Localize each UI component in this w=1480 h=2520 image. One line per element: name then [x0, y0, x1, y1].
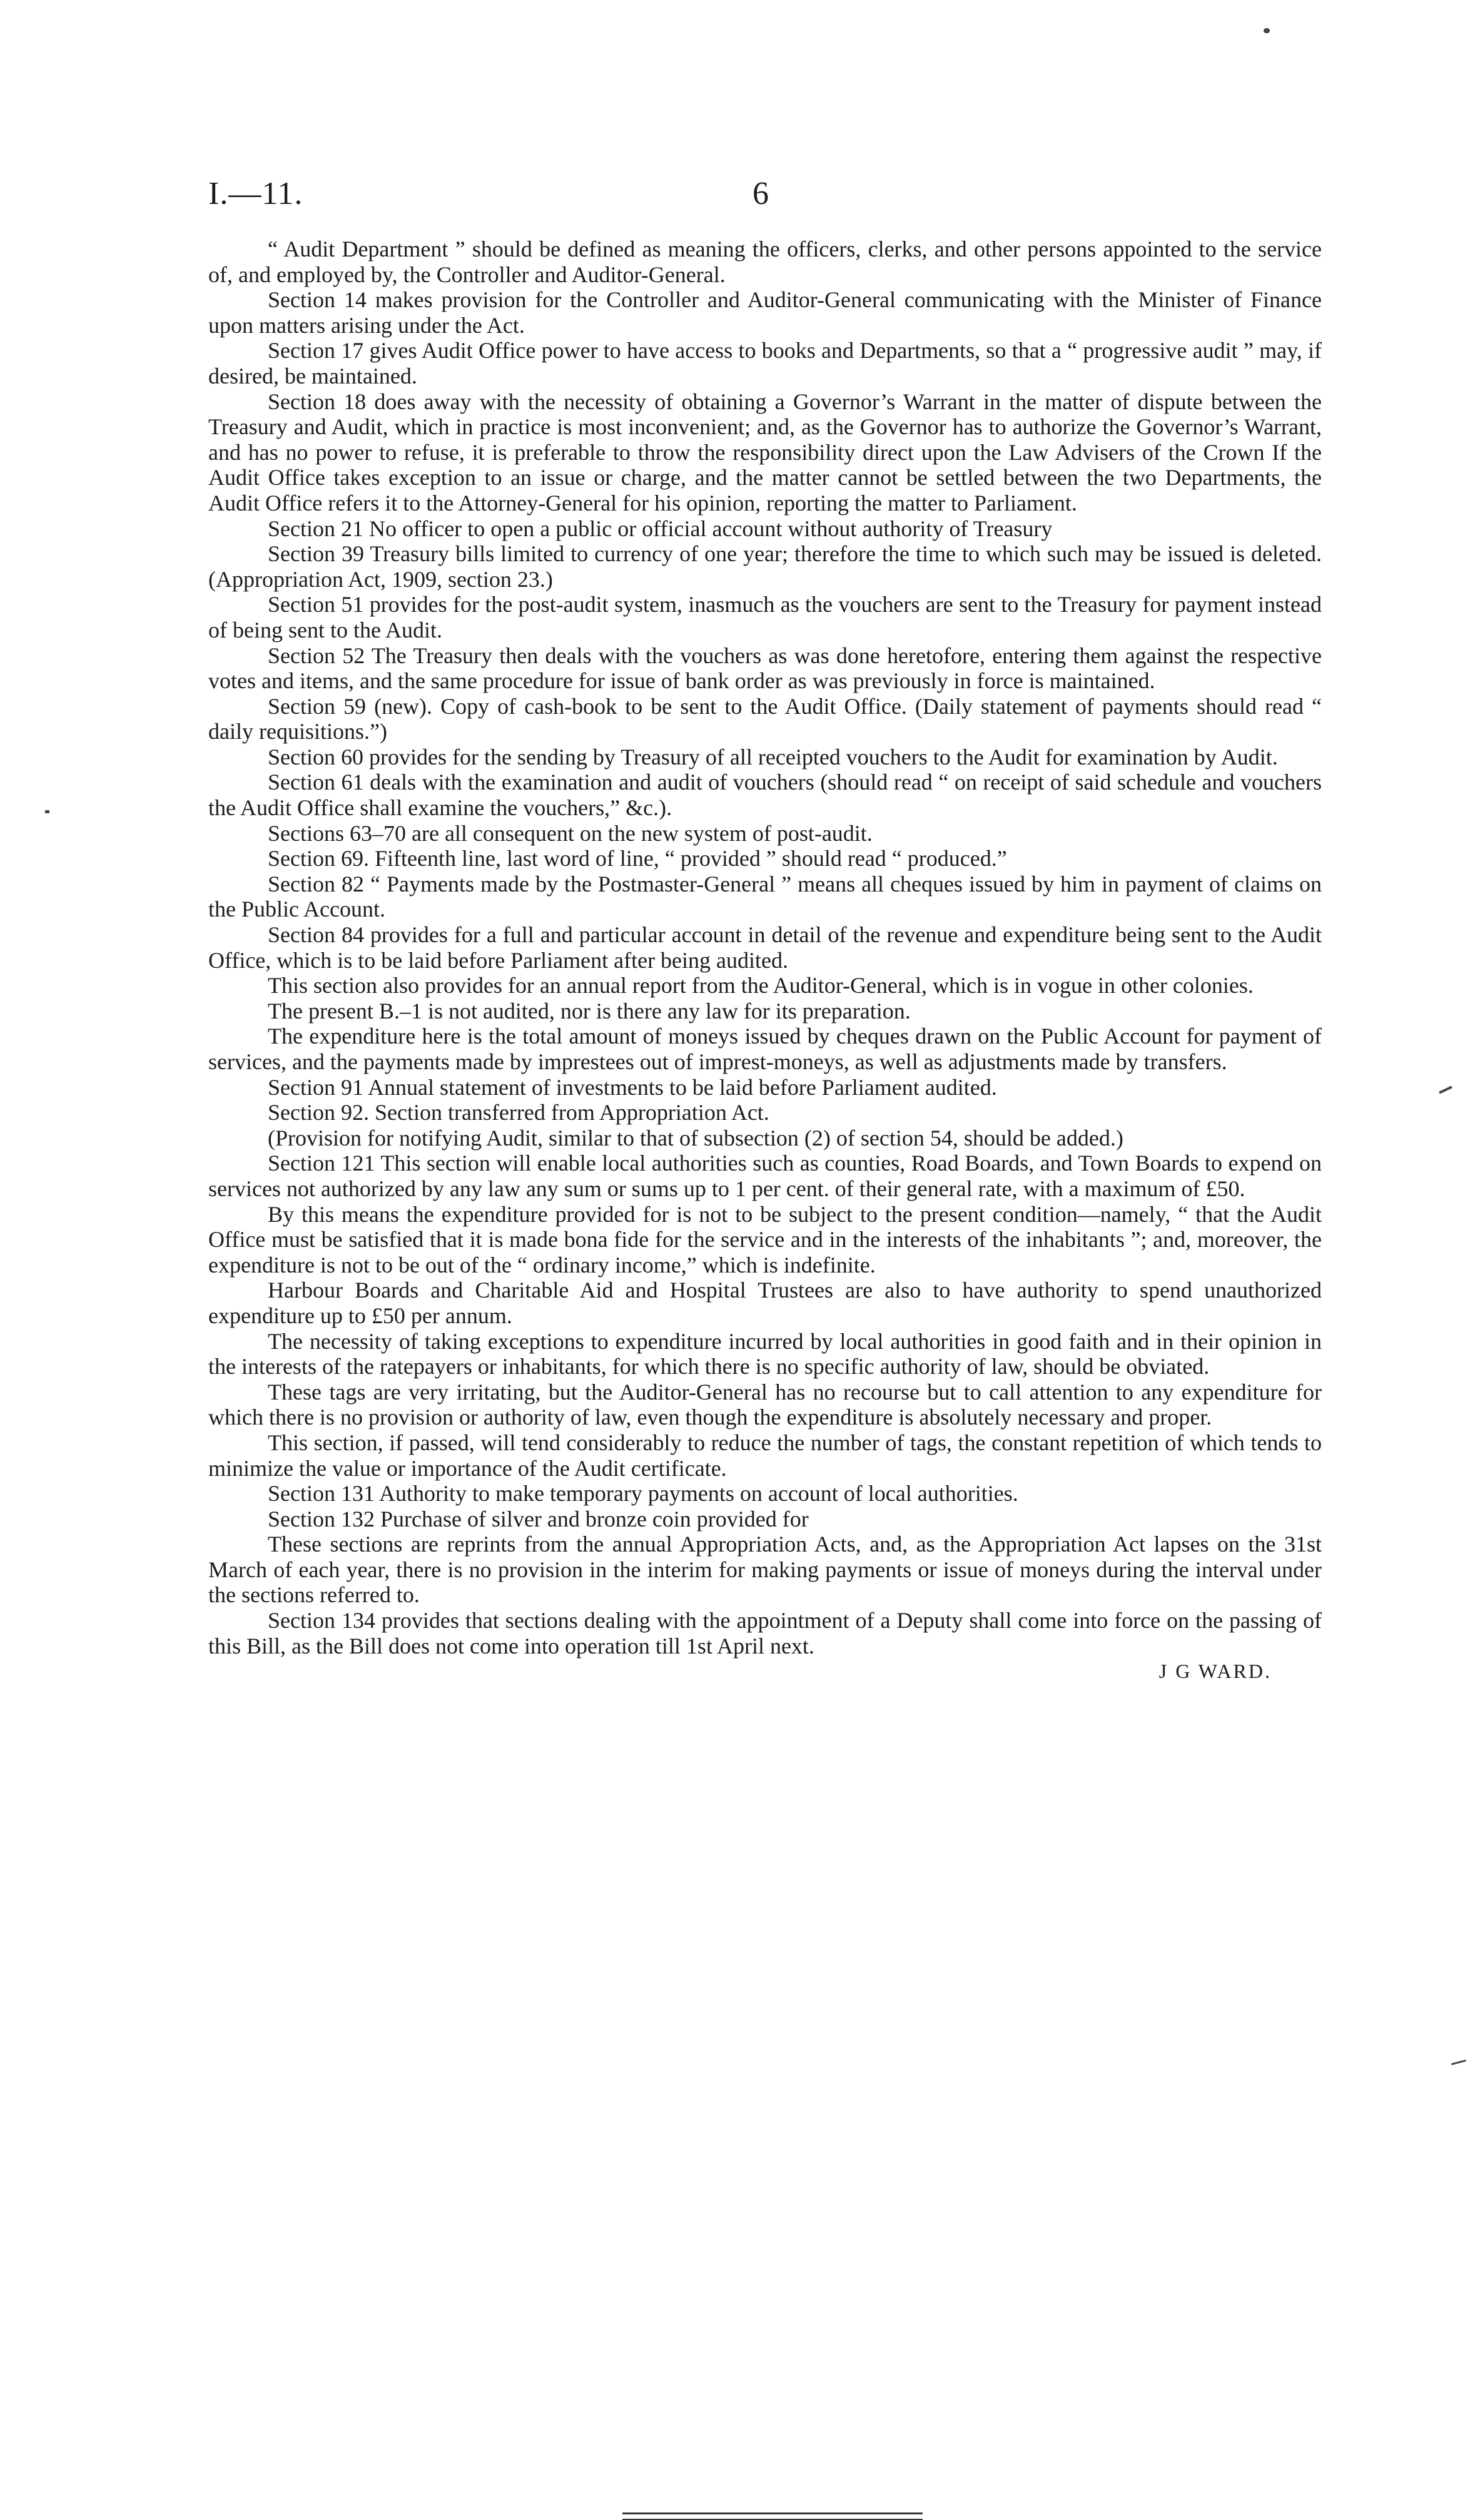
paragraph-section-84: Section 84 provides for a full and particular account in detail of the revenue and expenditure being sent to the Audit Office, which is to be laid before Parliament after being audited. — [208, 922, 1322, 973]
page-header — [208, 175, 1322, 219]
paragraph-expenditure-total: The expenditure here is the total amount of moneys issued by cheques drawn on the Public Account for payment of services, and the payments made by imprestees out of imprest-moneys, as well as adjustments made by transfers. — [208, 1024, 1322, 1074]
paragraph-section-131: Section 131 Authority to make temporary payments on account of local authorities. — [268, 1481, 1018, 1506]
document-body — [208, 236, 1322, 1684]
closing-rule — [622, 2512, 923, 2514]
scan-speck — [1264, 28, 1270, 33]
paragraph-reduce-tags: This section, if passed, will tend considerably to reduce the number of tags, the constant repetition of which tends to minimize the value or importance of the Audit certificate. — [208, 1430, 1322, 1481]
paragraph-section-91: Section 91 Annual statement of investments to be laid before Parliament audited. — [268, 1074, 997, 1100]
paragraph-section-18: Section 18 does away with the necessity of obtaining a Governor’s Warrant in the matter of dispute between the Treasury and Audit, which in practice is most inconvenient; and, as the Governor has to authorize the Governor’s Warrant, and has no power to refuse, it is preferable to throw the responsibility direct upon the Law Advisers of the Crown If the Audit Office takes exception to an issue or charge, and the matter cannot be settled between the two Departments, the Audit Office refers it to the Attorney-General for his opinion, reporting the matter to Parliament. — [208, 389, 1322, 516]
scan-speck — [1451, 2060, 1466, 2065]
scan-speck — [45, 810, 49, 813]
paragraph-appropriation-reprints: These sections are reprints from the annual Appropriation Acts, and, as the Appropriation Act lapses on the 31st March of each year, there is no provision in the interim for making payments or issue of moneys during the interval under the sections referred to. — [208, 1532, 1322, 1608]
paragraph-section-59: Section 59 (new). Copy of cash-book to be sent to the Audit Office. (Daily statement of payments should read “ daily requisitions.”) — [208, 693, 1322, 744]
document-reference: I.—11. — [208, 176, 303, 211]
paragraph-section-21: Section 21 No officer to open a public or official account without authority of Treasury — [268, 516, 1053, 541]
paragraph-necessity-exceptions: The necessity of taking exceptions to expenditure incurred by local authorities in good faith and in their opinion in the interests of the ratepayers or inhabitants, for which there is no specific authority of law, should be obviated. — [208, 1328, 1322, 1379]
paragraph-section-52: Section 52 The Treasury then deals with the vouchers as was done heretofore, entering them against the respective votes and items, and the same procedure for issue of bank order as was previously in force is maintained. — [208, 643, 1322, 694]
page-number: 6 — [753, 176, 769, 211]
paragraph-section-132: Section 132 Purchase of silver and bronze coin provided for — [268, 1506, 809, 1532]
signature: J G WARD. — [1158, 1660, 1272, 1683]
paragraph-section-39: Section 39 Treasury bills limited to currency of one year; therefore the time to which such may be issued is deleted. (Appropriation Act, 1909, section 23.) — [208, 541, 1322, 592]
paragraph-b1-not-audited: The present B.–1 is not audited, nor is there any law for its preparation. — [268, 998, 911, 1024]
paragraph-section-17: Section 17 gives Audit Office power to have access to books and Departments, so that a “ progressive audit ” may, if desired, be maintained. — [208, 338, 1322, 389]
paragraph-section-82: Section 82 “ Payments made by the Postmaster-General ” means all cheques issued by him in payment of claims on the Public Account. — [208, 871, 1322, 922]
paragraph-audit-department: “ Audit Department ” should be defined as meaning the officers, clerks, and other persons appointed to the service of, and employed by, the Controller and Auditor-General. — [208, 236, 1322, 287]
scan-speck — [1439, 1086, 1452, 1094]
paragraph-section-69: Section 69. Fifteenth line, last word of line, “ provided ” should read “ produced.” — [268, 846, 1007, 871]
paragraph-section-14: Section 14 makes provision for the Controller and Auditor-General communicating with the Minister of Finance upon matters arising under the Act. — [208, 287, 1322, 338]
paragraph-harbour-boards: Harbour Boards and Charitable Aid and Hospital Trustees are also to have authority to spend unauthorized expenditure up to £50 per annum. — [208, 1278, 1322, 1328]
paragraph-section-92: Section 92. Section transferred from Appropriation Act. — [268, 1100, 769, 1125]
paragraph-section-60: Section 60 provides for the sending by Treasury of all receipted vouchers to the Audit for examination by Audit. — [268, 744, 1278, 770]
paragraph-provision-notifying-audit: (Provision for notifying Audit, similar to that of subsection (2) of section 54, should be added.) — [268, 1125, 1123, 1151]
paragraph-annual-report: This section also provides for an annual report from the Auditor-General, which is in vogue in other colonies. — [268, 973, 1254, 998]
paragraph-section-61: Section 61 deals with the examination and audit of vouchers (should read “ on receipt of said schedule and vouchers the Audit Office shall examine the vouchers,” &c.). — [208, 770, 1322, 821]
paragraph-section-121: Section 121 This section will enable local authorities such as counties, Road Boards, and Town Boards to expend on services not authorized by any law any sum or sums up to 1 per cent. of their general rate, with a maximum of £50. — [208, 1151, 1322, 1201]
paragraph-section-134: Section 134 provides that sections dealing with the appointment of a Deputy shall come into force on the passing of this Bill, as the Bill does not come into operation till 1st April next. — [208, 1608, 1322, 1659]
paragraph-section-51: Section 51 provides for the post-audit system, inasmuch as the vouchers are sent to the Treasury for payment instead of being sent to the Audit. — [208, 592, 1322, 643]
paragraph-sections-63-70: Sections 63–70 are all consequent on the new system of post-audit. — [268, 820, 873, 846]
paragraph-by-this-means: By this means the expenditure provided for is not to be subject to the present condition—namely, “ that the Audit Office must be satisfied that it is made bona fide for the service and in the interests of the inhabitants ”; and, moreover, the expenditure is not to be out of the “ ordinary income,” which is indefinite. — [208, 1201, 1322, 1278]
paragraph-tags-irritating: These tags are very irritating, but the Auditor-General has no recourse but to call attention to any expenditure for which there is no provision or authority of law, even though the expenditure is absolutely necessary and proper. — [208, 1379, 1322, 1430]
